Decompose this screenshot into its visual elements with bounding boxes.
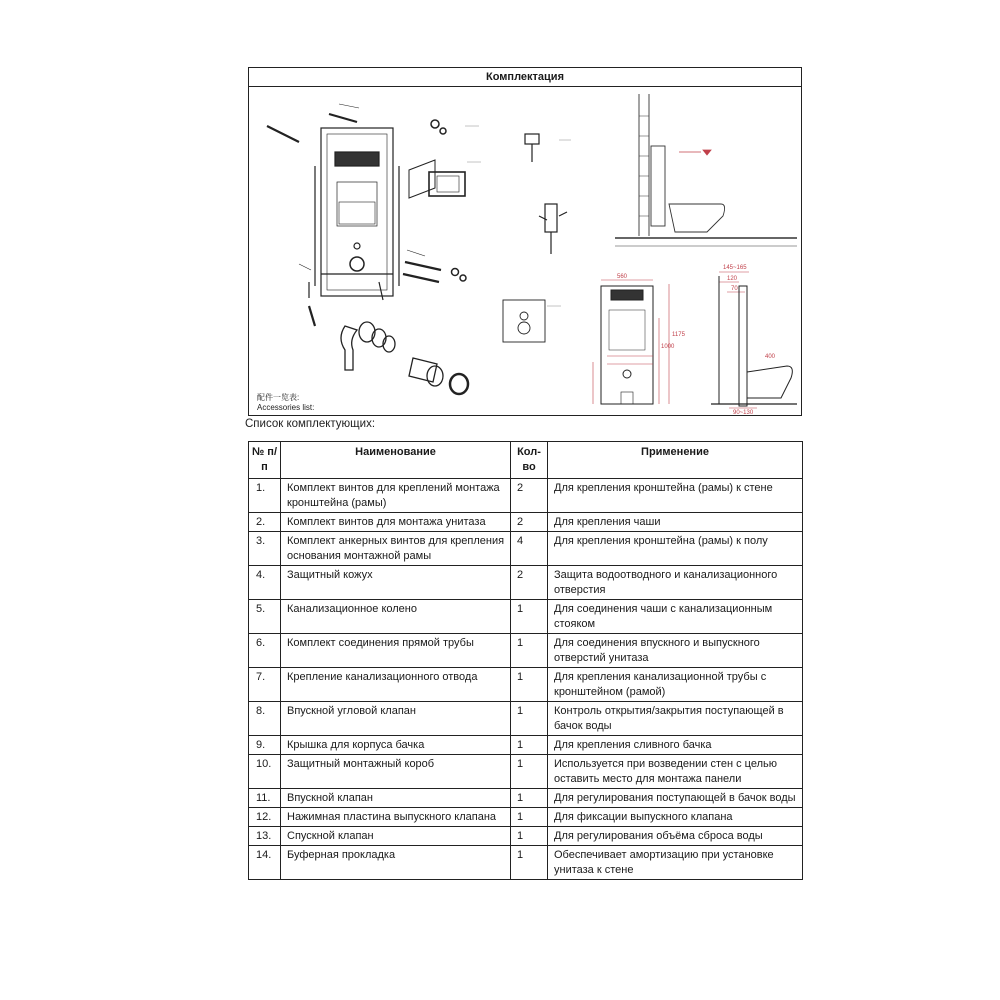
header-name: Наименование <box>281 442 511 479</box>
front-dimension-drawing <box>601 286 653 404</box>
accessories-label-cn: 配件一览表: <box>257 393 300 402</box>
dimension-bowl-height: 400 <box>765 354 776 360</box>
cell-usage: Для соединения чаши с канализационным стояком <box>548 600 803 634</box>
screw-set-drawing <box>267 114 441 326</box>
cell-qty: 1 <box>511 789 548 808</box>
cell-qty: 1 <box>511 736 548 755</box>
cell-num: 11. <box>249 789 281 808</box>
cell-name: Комплект винтов для монтажа унитаза <box>281 513 511 532</box>
accessories-label-en: Accessories list: <box>257 403 315 412</box>
table-row <box>249 846 803 880</box>
cell-qty: 4 <box>511 532 548 566</box>
cell-usage: Для крепления чаши <box>548 513 803 532</box>
parts-list-caption: Список комплектующих: <box>245 418 376 430</box>
dimension-bottom-range: 90~130 <box>733 410 754 416</box>
cell-num: 3. <box>249 532 281 566</box>
table-header-row <box>249 442 803 479</box>
table-row <box>249 532 803 566</box>
table-row <box>249 702 803 736</box>
cell-usage: Обеспечивает амортизацию при установке унитаза к стене <box>548 846 803 880</box>
cell-qty: 2 <box>511 566 548 600</box>
cell-qty: 2 <box>511 513 548 532</box>
cell-name: Защитный монтажный короб <box>281 755 511 789</box>
section-title: Комплектация <box>248 67 802 87</box>
header-qty: Кол-во <box>511 442 548 479</box>
header-usage: Применение <box>548 442 803 479</box>
table-row <box>249 513 803 532</box>
table-row <box>249 634 803 668</box>
table-row <box>249 827 803 846</box>
cell-name: Канализационное колено <box>281 600 511 634</box>
cell-qty: 1 <box>511 755 548 789</box>
cell-qty: 1 <box>511 600 548 634</box>
cell-name: Нажимная пластина выпускного клапана <box>281 808 511 827</box>
protective-box-drawing <box>503 300 545 342</box>
cell-usage: Для крепления кронштейна (рамы) к стене <box>548 479 803 513</box>
parts-table <box>248 441 803 880</box>
table-row <box>249 755 803 789</box>
cell-num: 10. <box>249 755 281 789</box>
table-row <box>249 600 803 634</box>
cell-num: 9. <box>249 736 281 755</box>
dimension-offset-a: 145~165 <box>723 265 747 271</box>
cell-qty: 1 <box>511 827 548 846</box>
cell-qty: 2 <box>511 479 548 513</box>
cell-name: Защитный кожух <box>281 566 511 600</box>
table-row <box>249 808 803 827</box>
cell-name: Комплект соединения прямой трубы <box>281 634 511 668</box>
cell-name: Впускной клапан <box>281 789 511 808</box>
components-figure <box>248 86 802 416</box>
cell-usage: Защита водоотводного и канализационного отверстия <box>548 566 803 600</box>
cell-num: 12. <box>249 808 281 827</box>
pipe-fittings-drawing <box>341 322 468 394</box>
cell-num: 2. <box>249 513 281 532</box>
dimension-offset-b: 120 <box>727 276 738 282</box>
table-row <box>249 736 803 755</box>
cell-num: 5. <box>249 600 281 634</box>
table-row <box>249 566 803 600</box>
dimension-height-total: 1175 <box>672 332 685 338</box>
cell-num: 1. <box>249 479 281 513</box>
cell-qty: 1 <box>511 846 548 880</box>
cell-qty: 1 <box>511 634 548 668</box>
cell-name: Крышка для корпуса бачка <box>281 736 511 755</box>
exploded-diagram <box>249 86 803 416</box>
dimension-offset-c: 70 <box>731 286 738 292</box>
cell-usage: Для крепления кронштейна (рамы) к полу <box>548 532 803 566</box>
cell-qty: 1 <box>511 702 548 736</box>
cell-num: 7. <box>249 668 281 702</box>
cell-name: Крепление канализационного отвода <box>281 668 511 702</box>
cell-qty: 1 <box>511 808 548 827</box>
cell-usage: Контроль открытия/закрытия поступающей в бачок воды <box>548 702 803 736</box>
dimension-height-mid: 1000 <box>661 344 675 350</box>
cell-usage: Для регулирования объёма сброса воды <box>548 827 803 846</box>
cell-name: Комплект анкерных винтов для крепления основания монтажной рамы <box>281 532 511 566</box>
table-row <box>249 668 803 702</box>
header-num: № п/п <box>249 442 281 479</box>
cell-name: Буферная прокладка <box>281 846 511 880</box>
cell-name: Впускной угловой клапан <box>281 702 511 736</box>
table-row <box>249 789 803 808</box>
flush-plate-drawing <box>409 160 465 198</box>
wall-section-drawing <box>615 94 797 246</box>
table-row <box>249 479 803 513</box>
dimension-width-top: 560 <box>617 274 628 280</box>
cell-num: 4. <box>249 566 281 600</box>
cell-usage: Для крепления канализационной трубы с кронштейном (рамой) <box>548 668 803 702</box>
cell-num: 14. <box>249 846 281 880</box>
side-dimension-drawing <box>711 276 797 406</box>
cell-name: Спускной клапан <box>281 827 511 846</box>
cell-usage: Для регулирования поступающей в бачок воды <box>548 789 803 808</box>
installation-frame-drawing <box>309 128 399 300</box>
cell-name: Комплект винтов для креплений монтажа кронштейна (рамы) <box>281 479 511 513</box>
cell-usage: Для фиксации выпускного клапана <box>548 808 803 827</box>
cell-usage: Используется при возведении стен с целью оставить место для монтажа панели <box>548 755 803 789</box>
valve-drawing <box>525 134 567 254</box>
cell-usage: Для соединения впускного и выпускного отверстий унитаза <box>548 634 803 668</box>
cell-usage: Для крепления сливного бачка <box>548 736 803 755</box>
cell-qty: 1 <box>511 668 548 702</box>
cell-num: 8. <box>249 702 281 736</box>
cell-num: 13. <box>249 827 281 846</box>
cell-num: 6. <box>249 634 281 668</box>
